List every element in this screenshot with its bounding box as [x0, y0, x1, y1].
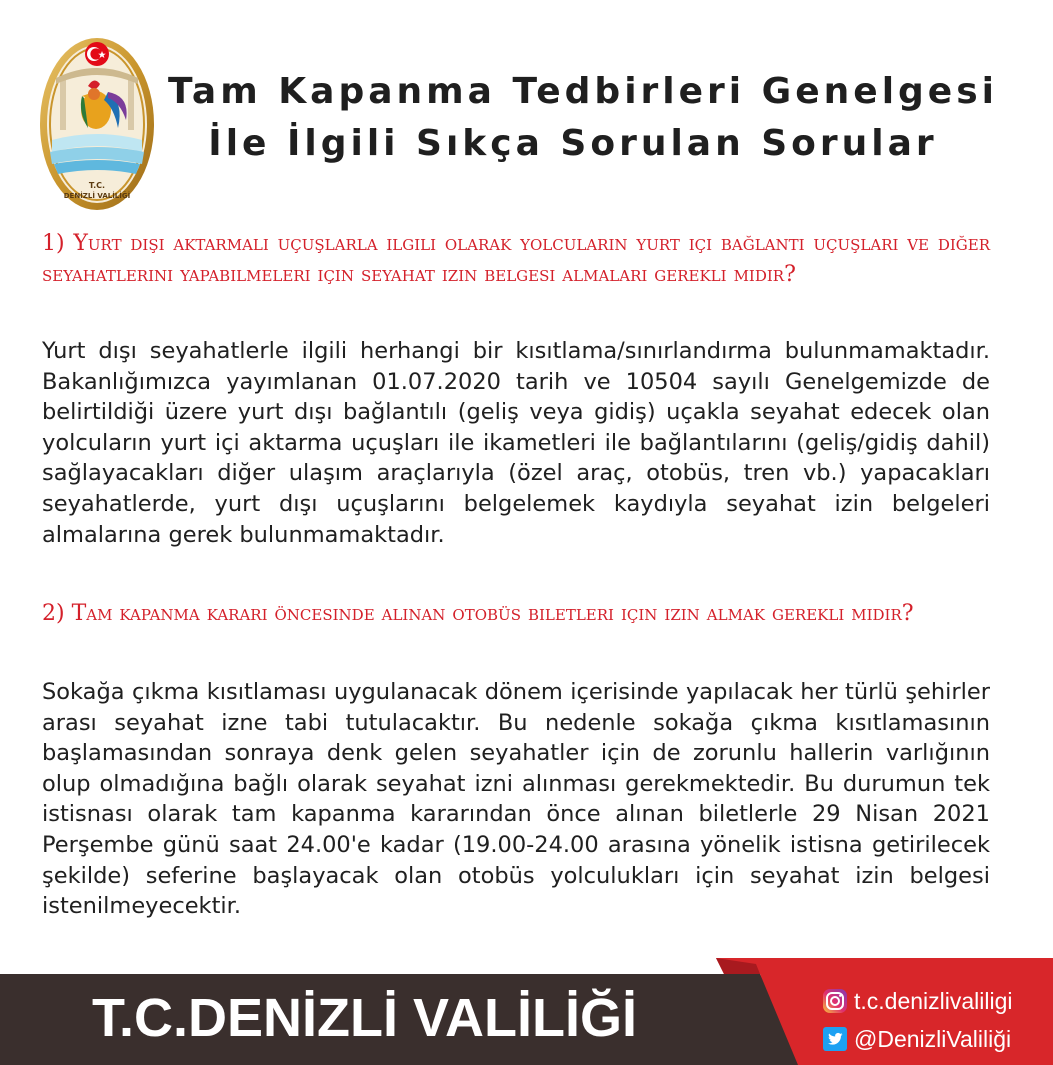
twitter-link[interactable]	[822, 1024, 1011, 1054]
faq-answer-2: Sokağa çıkma kısıtlaması uygulanacak dönem içerisinde yapılacak her türlü şehirler arası seyahat izne tabi tutulacaktır. Bu nedenle sokağa çıkma kısıtlamasının başlamasından sonraya denk gelen seyahatler için de zorunlu hallerin varlığının olup olmadığına bağlı olarak seyahat izni alınması gerekmektedir. Bu durumun tek istisnası olarak tam kapanma kararından önce alınan biletlerle 29 Nisan 2021 Perşembe günü saat 24.00'e kadar (19.00-24.00 arasına yönelik istisna getirilecek şekilde) seferine başlayacak olan otobüs yolculukları için seyahat izin belgesi istenilmeyecektir.	[42, 679, 990, 920]
instagram-handle: t.c.denizlivaliligi	[854, 987, 1013, 1014]
instagram-icon	[822, 988, 848, 1014]
logo-caption-line2: DENİZLİ VALİLİĞİ	[63, 192, 131, 200]
faq-question-2: 2) Tam kapanma kararı öncesinde alınan otobüs biletleri için izin almak gerekli midir?	[42, 601, 914, 626]
twitter-handle: @DenizliValiliği	[854, 1025, 1012, 1052]
footer-title: T.C.DENİZLİ VALİLİĞİ	[92, 988, 637, 1048]
title-line-1: Tam Kapanma Tedbirleri Genelgesi	[168, 71, 998, 112]
title-line-2: İle İlgili Sıkça Sorulan Sorular	[208, 123, 938, 164]
page-title	[168, 66, 998, 170]
denizli-valiligi-logo	[38, 36, 156, 212]
faq-answer-1: Yurt dışı seyahatlerle ilgili herhangi bir kısıtlama/sınırlandırma bulunmamaktadır. Bakanlığımızca yayımlanan 01.07.2020 tarih ve 10504 sayılı Genelgemizde de belirtildiği üzere yurt dışı bağlantılı (geliş veya gidiş) uçakla seyahat edecek olan yolcuların yurt içi aktarma uçuşları ile ikametleri ile bağlantılarını (geliş/gidiş dahil) sağlayacakları diğer ulaşım araçlarıyla (özel araç, otobüs, tren vb.) yapacakları seyahatlerde, yurt dışı uçuşlarını belgelemek kaydıyla seyahat izin belgeleri almalarına gerek bulunmamaktadır.	[42, 338, 990, 548]
faq-question-1: 1) Yurt dışı aktarmalı uçuşlarla ilgili olarak yolcuların yurt içi bağlantı uçuşları ve diğer seyahatlerini yapabilmeleri için seyahat izin belgesi almaları gerekli midir?	[42, 231, 990, 287]
twitter-icon	[822, 1026, 848, 1052]
instagram-link[interactable]	[822, 986, 1013, 1016]
logo-caption-line1: T.C.	[88, 181, 106, 190]
